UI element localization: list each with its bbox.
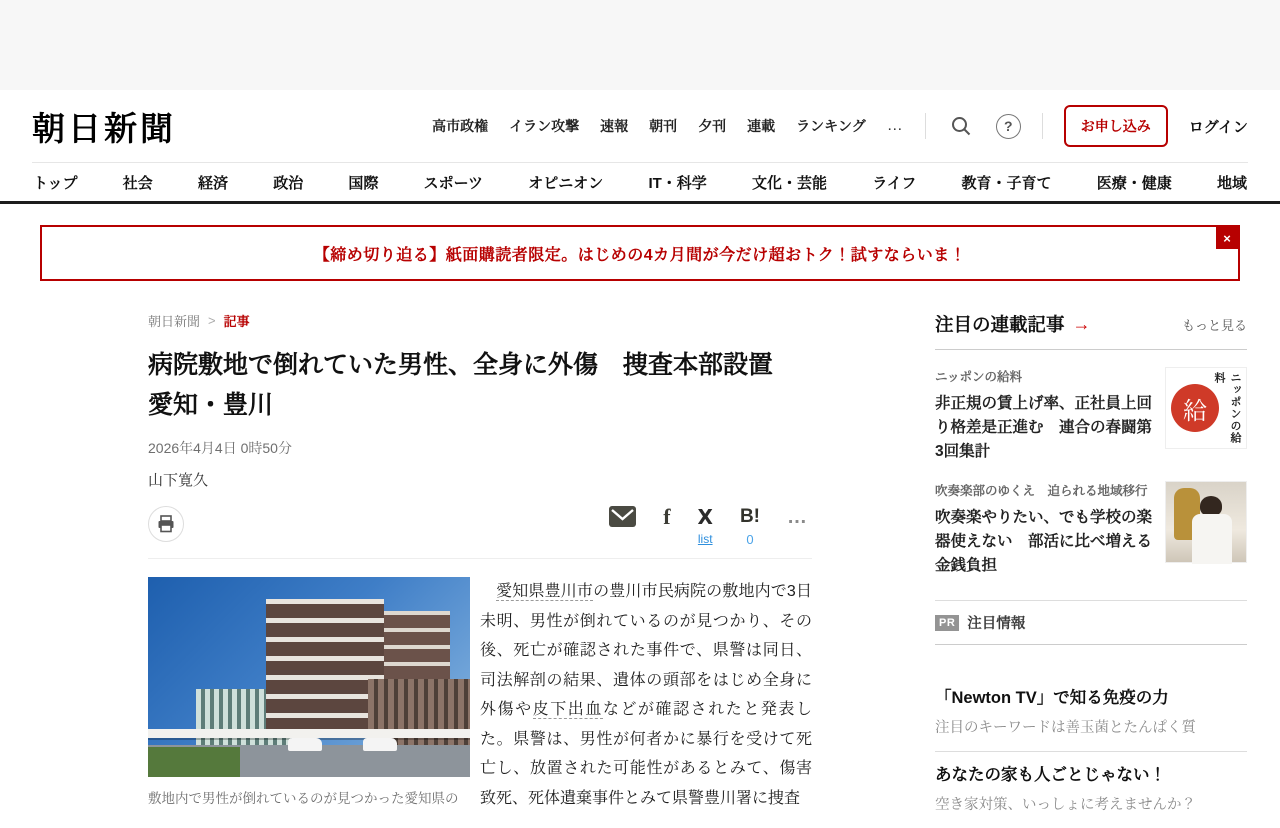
featured-series-header xyxy=(935,311,1247,337)
nav-economy[interactable]: 経済 xyxy=(197,174,228,192)
breadcrumb xyxy=(148,311,812,330)
article-body-text: 愛知県豊川市の豊川市民病院の敷地内で3日未明、男性が倒れているのが見つかり、その後、死亡が確認された事件で、県警は同日、司法解剖の結果、遺体の頭部をはじめ全身に外傷や皮下出血などが確認されたと発表した。県警は、男性が何者かに暴行を受けて死亡し、放置された可能性があるとみて、傷害致死、死体遺棄事件とみて県警豊川署に捜査 xyxy=(480,583,812,807)
x-list-link[interactable]: list xyxy=(697,532,713,546)
site-logo[interactable]: 朝日新聞 xyxy=(32,108,176,148)
nav-sports[interactable]: スポーツ xyxy=(423,174,484,192)
nav-it-science[interactable]: IT・科学 xyxy=(648,174,707,192)
utility-link-sokuho[interactable]: 速報 xyxy=(600,118,629,134)
top-ad-slot xyxy=(0,0,1280,90)
breadcrumb-home[interactable]: 朝日新聞 xyxy=(148,314,201,329)
login-button[interactable]: ログイン xyxy=(1188,118,1248,136)
divider xyxy=(925,113,926,139)
site-header xyxy=(0,90,1280,162)
featured-item-thumbnail-tuba xyxy=(1165,481,1247,563)
divider xyxy=(935,644,1247,645)
divider xyxy=(148,558,812,559)
featured-item-title: 吹奏楽やりたい、でも学校の楽器使えない 部活に比べ増える金銭負担 xyxy=(935,509,1153,575)
divider xyxy=(935,349,1247,350)
featured-item-thumbnail-stamp: 給 ニッポンの給料 xyxy=(1165,367,1247,449)
featured-series-title[interactable]: 注目の連載記事 xyxy=(935,314,1065,335)
promo-banner[interactable] xyxy=(40,225,1240,281)
article-body-wrap xyxy=(148,577,812,813)
nav-region[interactable]: 地域 xyxy=(1216,174,1247,192)
sidebar xyxy=(935,311,1247,828)
arrow-right-icon: → xyxy=(1072,313,1091,334)
page-content xyxy=(0,281,1280,828)
utility-nav xyxy=(432,105,1248,147)
close-icon[interactable]: × xyxy=(1216,227,1238,249)
mail-share-icon[interactable] xyxy=(609,506,636,527)
help-icon[interactable]: ? xyxy=(996,114,1021,139)
featured-see-more-link[interactable]: もっと見る xyxy=(1181,317,1247,333)
nav-life[interactable]: ライフ xyxy=(872,174,917,192)
pr-badge: PR xyxy=(935,615,959,631)
more-share-icon[interactable]: … xyxy=(787,506,808,528)
pr-item-akiya[interactable]: あなたの家も人ごとじゃない！ 空き家対策、いっしょに考えませんか？ xyxy=(935,751,1247,828)
pr-items xyxy=(935,675,1247,828)
nav-top[interactable]: トップ xyxy=(33,174,78,192)
nav-international[interactable]: 国際 xyxy=(348,174,379,192)
nav-education[interactable]: 教育・子育て xyxy=(961,174,1052,192)
more-menu-icon[interactable]: … xyxy=(886,117,904,134)
article-author[interactable]: 山下寛久 xyxy=(148,472,209,489)
page-title: 病院敷地で倒れていた男性、全身に外傷 捜査本部設置 愛知・豊川 xyxy=(148,351,799,419)
featured-item-title: 非正規の賃上げ率、正社員上回り格差是正進む 連合の春闘第3回集計 xyxy=(935,395,1153,461)
keyword-link-hikashukketsu[interactable]: 皮下出血 xyxy=(532,701,603,718)
article-date: 2026年4月4日 0時50分 xyxy=(148,440,292,456)
nav-culture[interactable]: 文化・芸能 xyxy=(752,174,828,192)
nav-medical[interactable]: 医療・健康 xyxy=(1096,174,1172,192)
print-icon[interactable] xyxy=(148,506,184,542)
breadcrumb-separator: > xyxy=(208,313,216,328)
nav-politics[interactable]: 政治 xyxy=(273,174,304,192)
utility-link-iran[interactable]: イラン攻撃 xyxy=(509,118,580,134)
nav-opinion[interactable]: オピニオン xyxy=(528,174,604,192)
hatena-count: 0 xyxy=(746,532,754,547)
utility-link-rensai[interactable]: 連載 xyxy=(747,118,776,134)
x-share-icon[interactable]: X list xyxy=(697,505,713,546)
photo-caption: 敷地内で男性が倒れているのが見つかった愛知県の xyxy=(148,791,459,806)
utility-link-takaichi[interactable]: 高市政権 xyxy=(432,118,489,134)
utility-link-chokan[interactable]: 朝刊 xyxy=(649,118,678,134)
facebook-share-icon[interactable]: f xyxy=(663,504,671,529)
stamp-icon: 給 xyxy=(1171,384,1219,432)
keyword-link-toyokawa[interactable]: 愛知県豊川市 xyxy=(496,583,594,600)
pr-section-title: 注目情報 xyxy=(967,616,1026,633)
featured-item-brassband[interactable] xyxy=(935,481,1247,578)
nav-society[interactable]: 社会 xyxy=(122,174,153,192)
hatena-share-icon[interactable]: B! 0 xyxy=(739,506,760,547)
article-column xyxy=(148,311,812,828)
search-icon[interactable] xyxy=(947,112,975,140)
featured-item-category: 吹奏楽部のゆくえ 迫られる地域移行 xyxy=(935,484,1148,499)
promo-banner-text[interactable]: 【締め切り迫る】紙面購読者限定。はじめの4カ月間が今だけ超おトク！試すならいま！ xyxy=(313,246,967,264)
divider xyxy=(1042,113,1043,139)
featured-item-category: ニッポンの給料 xyxy=(935,370,1023,384)
utility-link-ranking[interactable]: ランキング xyxy=(796,118,866,134)
pr-item-newton[interactable]: 「Newton TV」で知る免疫の力 注目のキーワードは善玉菌とたんぱく質 xyxy=(935,689,1196,737)
share-toolbar xyxy=(148,506,812,554)
pr-section-header xyxy=(935,601,1247,644)
article-photo-hospital[interactable] xyxy=(148,577,470,777)
utility-link-yukan[interactable]: 夕刊 xyxy=(698,118,727,134)
share-buttons xyxy=(609,506,812,547)
breadcrumb-current[interactable]: 記事 xyxy=(223,314,250,329)
main-nav xyxy=(0,163,1280,204)
signup-button[interactable]: お申し込み xyxy=(1064,105,1168,147)
featured-item-salary[interactable] xyxy=(935,367,1247,464)
article-figure xyxy=(148,577,470,813)
